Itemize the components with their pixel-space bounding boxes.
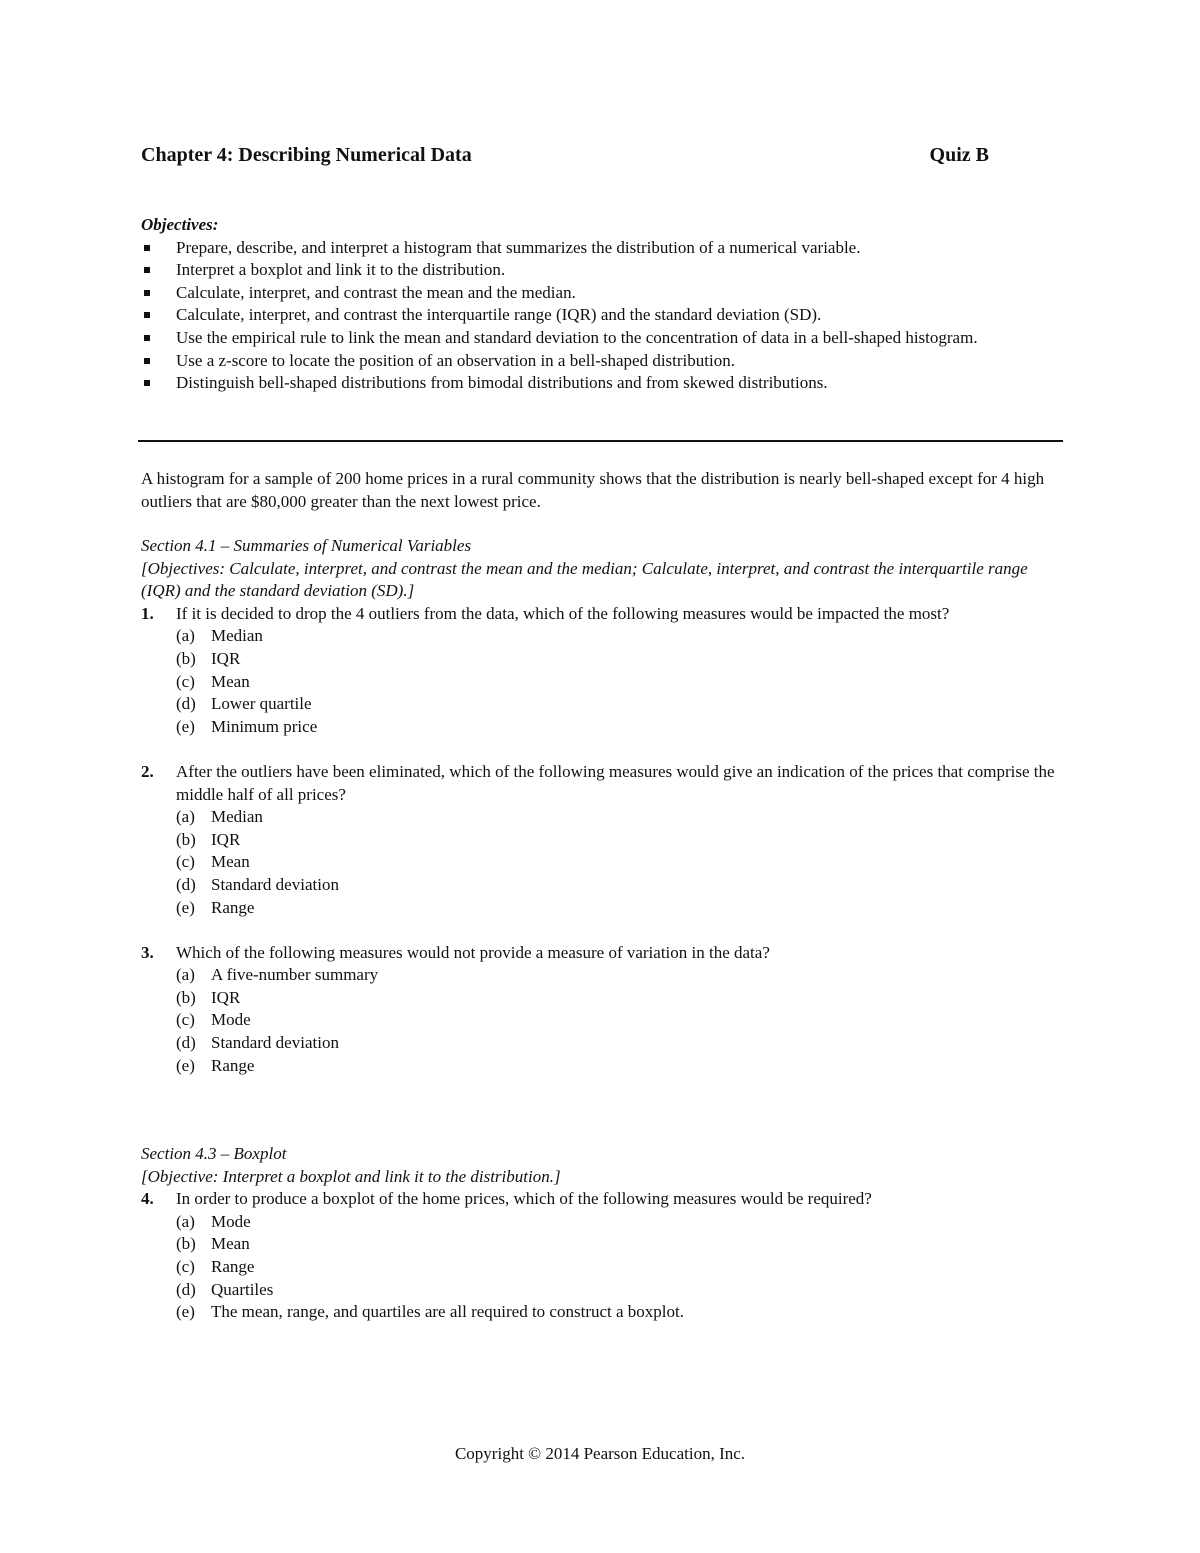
option-letter: (d) bbox=[176, 1033, 196, 1053]
objectives-block bbox=[141, 214, 1041, 395]
question-text: After the outliers have been eliminated, which of the following measures would give an indication of the prices that comprise the middle half of all prices? bbox=[176, 761, 1055, 804]
option-text: Median bbox=[211, 807, 263, 827]
objectives-list bbox=[141, 237, 1041, 395]
option-letter: (a) bbox=[176, 1211, 195, 1231]
section-4-1 bbox=[141, 535, 1056, 1100]
answer-option-e[interactable] bbox=[176, 1301, 1056, 1324]
option-letter: (e) bbox=[176, 1302, 195, 1322]
option-letter: (a) bbox=[176, 626, 195, 646]
bullet-icon bbox=[144, 358, 150, 364]
bullet-icon bbox=[144, 312, 150, 318]
answer-option-a[interactable] bbox=[176, 625, 1056, 648]
answer-option-d[interactable] bbox=[176, 1279, 1056, 1302]
question-text: Which of the following measures would not provide a measure of variation in the data? bbox=[176, 942, 770, 962]
option-text: Standard deviation bbox=[211, 1033, 339, 1053]
answer-option-c[interactable] bbox=[176, 1009, 1056, 1032]
objective-text: Use a z-score to locate the position of an observation in a bell-shaped distribution. bbox=[176, 350, 735, 370]
quiz-label: Quiz B bbox=[929, 144, 989, 166]
option-text: Median bbox=[211, 626, 263, 646]
option-letter: (c) bbox=[176, 1256, 195, 1276]
option-letter: (a) bbox=[176, 807, 195, 827]
option-letter: (a) bbox=[176, 965, 195, 985]
answer-option-a[interactable] bbox=[176, 1211, 1056, 1234]
option-letter: (b) bbox=[176, 648, 196, 668]
option-letter: (c) bbox=[176, 852, 195, 872]
question-4 bbox=[141, 1188, 1056, 1324]
bullet-icon bbox=[144, 245, 150, 251]
answer-option-d[interactable] bbox=[176, 874, 1056, 897]
option-text: A five-number summary bbox=[211, 965, 379, 985]
objectives-heading: Objectives: bbox=[141, 215, 219, 234]
bullet-icon bbox=[144, 335, 150, 341]
option-text: Range bbox=[211, 1055, 255, 1075]
option-text: Quartiles bbox=[211, 1279, 274, 1299]
objective-item bbox=[141, 259, 1041, 282]
option-text: The mean, range, and quartiles are all required to construct a boxplot. bbox=[211, 1302, 684, 1322]
answer-option-a[interactable] bbox=[176, 806, 1056, 829]
option-text: IQR bbox=[211, 829, 241, 849]
option-text: IQR bbox=[211, 648, 241, 668]
answer-option-b[interactable] bbox=[176, 987, 1056, 1010]
question-2 bbox=[141, 761, 1056, 919]
answer-options bbox=[176, 625, 1056, 738]
objective-text: Calculate, interpret, and contrast the mean and the median. bbox=[176, 282, 576, 302]
objective-item bbox=[141, 237, 1041, 260]
section-4-3 bbox=[141, 1143, 1056, 1346]
option-text: IQR bbox=[211, 987, 241, 1007]
question-3 bbox=[141, 942, 1056, 1078]
question-number: 2. bbox=[141, 761, 154, 781]
option-letter: (b) bbox=[176, 987, 196, 1007]
option-letter: (d) bbox=[176, 694, 196, 714]
bullet-icon bbox=[144, 267, 150, 273]
option-letter: (b) bbox=[176, 1234, 196, 1254]
option-text: Mode bbox=[211, 1211, 251, 1231]
answer-option-c[interactable] bbox=[176, 1256, 1056, 1279]
objective-text: Interpret a boxplot and link it to the distribution. bbox=[176, 260, 506, 280]
answer-option-d[interactable] bbox=[176, 693, 1056, 716]
option-letter: (e) bbox=[176, 897, 195, 917]
option-letter: (d) bbox=[176, 1279, 196, 1299]
option-letter: (c) bbox=[176, 1010, 195, 1030]
answer-options bbox=[176, 806, 1056, 919]
objective-item bbox=[141, 372, 1041, 395]
section-title: Section 4.1 – Summaries of Numerical Variables bbox=[141, 536, 472, 555]
bullet-icon bbox=[144, 290, 150, 296]
option-text: Range bbox=[211, 1256, 255, 1276]
question-number: 3. bbox=[141, 942, 154, 962]
answer-option-c[interactable] bbox=[176, 671, 1056, 694]
option-text: Mode bbox=[211, 1010, 251, 1030]
question-number: 1. bbox=[141, 603, 154, 623]
objective-text: Distinguish bell-shaped distributions from bimodal distributions and from skewed distributions. bbox=[176, 373, 828, 393]
answer-option-d[interactable] bbox=[176, 1032, 1056, 1055]
option-text: Standard deviation bbox=[211, 874, 339, 894]
option-text: Minimum price bbox=[211, 716, 318, 736]
answer-option-c[interactable] bbox=[176, 851, 1056, 874]
option-text: Mean bbox=[211, 671, 250, 691]
option-text: Lower quartile bbox=[211, 694, 312, 714]
question-text: In order to produce a boxplot of the home prices, which of the following measures would be required? bbox=[176, 1189, 872, 1209]
section-objective: [Objective: Interpret a boxplot and link it to the distribution.] bbox=[141, 1166, 561, 1186]
answer-option-b[interactable] bbox=[176, 648, 1056, 671]
option-letter: (b) bbox=[176, 829, 196, 849]
option-letter: (c) bbox=[176, 671, 195, 691]
intro-paragraph: A histogram for a sample of 200 home prices in a rural community shows that the distribution is nearly bell-shaped except for 4 high outliers that are $80,000 greater than the next lowest price. bbox=[141, 469, 1045, 511]
answer-option-e[interactable] bbox=[176, 1055, 1056, 1078]
answer-option-b[interactable] bbox=[176, 1233, 1056, 1256]
answer-option-b[interactable] bbox=[176, 829, 1056, 852]
question-number: 4. bbox=[141, 1189, 154, 1209]
objective-text: Prepare, describe, and interpret a histogram that summarizes the distribution of a numerical variable. bbox=[176, 237, 861, 257]
copyright-footer: Copyright © 2014 Pearson Education, Inc. bbox=[454, 1444, 746, 1463]
option-letter: (d) bbox=[176, 874, 196, 894]
option-text: Mean bbox=[211, 852, 250, 872]
question-1 bbox=[141, 603, 1056, 739]
option-text: Range bbox=[211, 897, 255, 917]
section-title: Section 4.3 – Boxplot bbox=[141, 1144, 287, 1163]
answer-options bbox=[176, 964, 1056, 1077]
option-letter: (e) bbox=[176, 1055, 195, 1075]
bullet-icon bbox=[144, 380, 150, 386]
objective-item bbox=[141, 304, 1041, 327]
answer-option-e[interactable] bbox=[176, 897, 1056, 920]
answer-option-e[interactable] bbox=[176, 716, 1056, 739]
question-text: If it is decided to drop the 4 outliers from the data, which of the following measures would be impacted the most? bbox=[176, 603, 950, 623]
header bbox=[141, 141, 989, 169]
answer-option-a[interactable] bbox=[176, 964, 1056, 987]
chapter-title: Chapter 4: Describing Numerical Data bbox=[141, 144, 472, 166]
section-objective: [Objectives: Calculate, interpret, and contrast the mean and the median; Calculate, interpret, and contrast the interquartile range (IQR) and the standard deviation (SD).] bbox=[141, 558, 1028, 601]
objective-text: Calculate, interpret, and contrast the interquartile range (IQR) and the standard deviation (SD). bbox=[176, 305, 822, 325]
option-text: Mean bbox=[211, 1234, 250, 1254]
objective-item bbox=[141, 282, 1041, 305]
objective-item bbox=[141, 327, 1041, 350]
horizontal-divider bbox=[138, 440, 1063, 442]
option-letter: (e) bbox=[176, 716, 195, 736]
objective-item bbox=[141, 350, 1041, 373]
objective-text: Use the empirical rule to link the mean and standard deviation to the concentration of data in a bell-shaped histogram. bbox=[176, 327, 978, 347]
answer-options bbox=[176, 1211, 1056, 1324]
